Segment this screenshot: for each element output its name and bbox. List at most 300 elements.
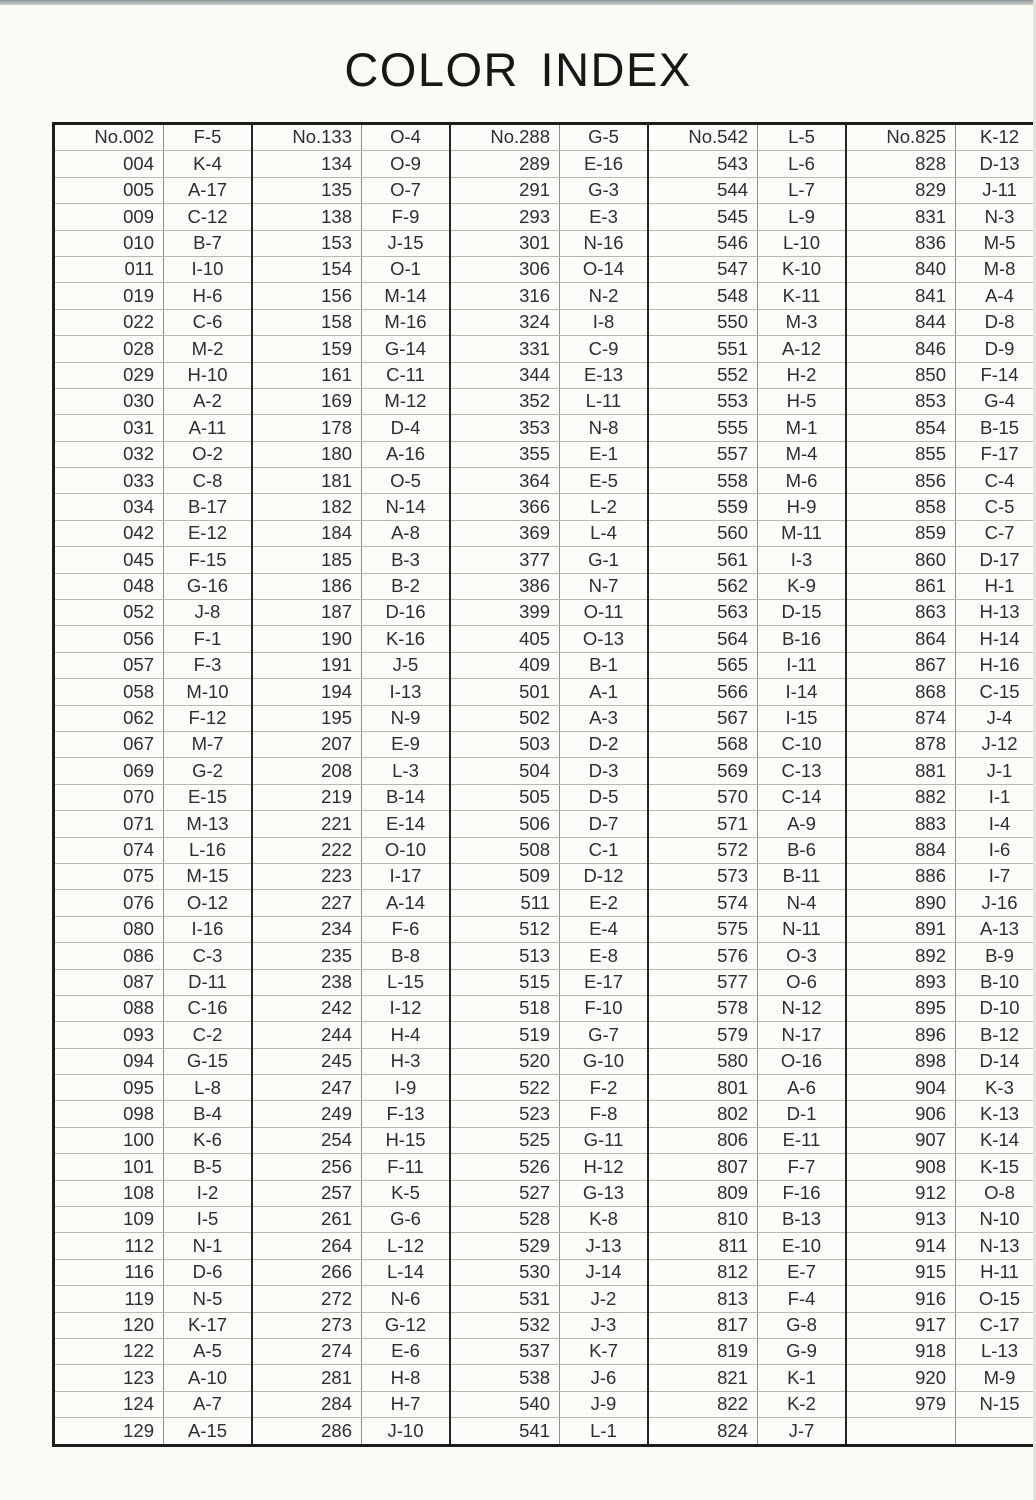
color-code-cell: B-4 <box>164 1101 253 1127</box>
color-number-cell: 562 <box>648 573 758 599</box>
table-row <box>54 283 1036 309</box>
table-row <box>54 1312 1036 1338</box>
color-number-cell: 254 <box>252 1127 362 1153</box>
color-code-cell: N-16 <box>560 230 649 256</box>
color-code-cell: E-8 <box>560 943 649 969</box>
color-number-cell: 541 <box>450 1418 560 1445</box>
color-code-cell: A-12 <box>758 336 847 362</box>
color-code-cell: L-3 <box>362 758 451 784</box>
color-number-cell: 874 <box>846 705 956 731</box>
color-code-cell: C-15 <box>956 679 1036 705</box>
table-row <box>54 1075 1036 1101</box>
color-code-cell: J-13 <box>560 1233 649 1259</box>
color-number-cell: 352 <box>450 388 560 414</box>
color-code-cell: J-12 <box>956 731 1036 757</box>
color-number-cell: 208 <box>252 758 362 784</box>
table-row <box>54 124 1036 151</box>
color-code-cell: J-16 <box>956 890 1036 916</box>
color-number-cell: 841 <box>846 283 956 309</box>
color-code-cell: J-11 <box>956 177 1036 203</box>
color-code-cell: B-14 <box>362 784 451 810</box>
table-row <box>54 758 1036 784</box>
table-row <box>54 784 1036 810</box>
color-code-cell: F-8 <box>560 1101 649 1127</box>
color-code-cell: F-5 <box>164 124 253 151</box>
color-code-cell <box>956 1418 1036 1445</box>
color-number-cell: 076 <box>54 890 164 916</box>
color-code-cell: I-3 <box>758 547 847 573</box>
color-code-cell: B-10 <box>956 969 1036 995</box>
color-code-cell: E-14 <box>362 811 451 837</box>
color-number-cell: 812 <box>648 1259 758 1285</box>
color-code-cell: K-12 <box>956 124 1036 151</box>
color-code-cell: C-6 <box>164 309 253 335</box>
color-code-cell: B-16 <box>758 626 847 652</box>
color-code-cell: A-8 <box>362 520 451 546</box>
color-code-cell: A-16 <box>362 441 451 467</box>
color-number-cell: 915 <box>846 1259 956 1285</box>
color-number-cell: 831 <box>846 204 956 230</box>
color-code-cell: E-3 <box>560 204 649 230</box>
color-code-cell: E-16 <box>560 151 649 177</box>
table-row <box>54 573 1036 599</box>
color-number-cell: 257 <box>252 1180 362 1206</box>
color-number-cell: 898 <box>846 1048 956 1074</box>
color-code-cell: C-7 <box>956 520 1036 546</box>
table-row <box>54 177 1036 203</box>
color-code-cell: H-13 <box>956 600 1036 626</box>
table-row <box>54 1101 1036 1127</box>
table-row <box>54 916 1036 942</box>
color-code-cell: A-2 <box>164 388 253 414</box>
color-number-cell: 221 <box>252 811 362 837</box>
color-number-cell: 844 <box>846 309 956 335</box>
table-row <box>54 336 1036 362</box>
color-number-cell: 538 <box>450 1365 560 1391</box>
color-code-cell: I-2 <box>164 1180 253 1206</box>
color-number-cell: 116 <box>54 1259 164 1285</box>
color-number-cell: 057 <box>54 652 164 678</box>
color-code-cell: A-13 <box>956 916 1036 942</box>
color-number-cell: 274 <box>252 1338 362 1364</box>
color-code-cell: A-9 <box>758 811 847 837</box>
color-code-cell: G-1 <box>560 547 649 573</box>
color-code-cell: D-5 <box>560 784 649 810</box>
color-code-cell: M-14 <box>362 283 451 309</box>
color-code-cell: F-12 <box>164 705 253 731</box>
color-number-cell: 519 <box>450 1022 560 1048</box>
color-code-cell: J-5 <box>362 652 451 678</box>
color-number-cell: 886 <box>846 863 956 889</box>
color-code-cell: G-12 <box>362 1312 451 1338</box>
color-code-cell: O-4 <box>362 124 451 151</box>
color-number-cell: 234 <box>252 916 362 942</box>
color-code-cell: D-6 <box>164 1259 253 1285</box>
color-code-cell: G-8 <box>758 1312 847 1338</box>
color-code-cell: F-10 <box>560 995 649 1021</box>
color-code-cell: O-1 <box>362 256 451 282</box>
color-number-cell: 551 <box>648 336 758 362</box>
color-number-cell: 573 <box>648 863 758 889</box>
color-number-cell: 042 <box>54 520 164 546</box>
color-code-cell: N-17 <box>758 1022 847 1048</box>
color-number-cell: 810 <box>648 1207 758 1233</box>
color-code-cell: B-9 <box>956 943 1036 969</box>
color-number-cell: 074 <box>54 837 164 863</box>
color-code-cell: D-12 <box>560 863 649 889</box>
color-number-cell: 029 <box>54 362 164 388</box>
color-code-cell: C-16 <box>164 995 253 1021</box>
color-code-cell: G-3 <box>560 177 649 203</box>
color-code-cell: E-7 <box>758 1259 847 1285</box>
color-code-cell: M-10 <box>164 679 253 705</box>
color-code-cell: B-2 <box>362 573 451 599</box>
color-number-cell: 913 <box>846 1207 956 1233</box>
color-number-cell: 567 <box>648 705 758 731</box>
color-number-cell: 129 <box>54 1418 164 1445</box>
color-code-cell: A-7 <box>164 1391 253 1417</box>
color-code-cell: A-6 <box>758 1075 847 1101</box>
color-code-cell: K-15 <box>956 1154 1036 1180</box>
color-code-cell: N-6 <box>362 1286 451 1312</box>
table-row <box>54 626 1036 652</box>
table-row <box>54 1259 1036 1285</box>
color-code-cell: G-13 <box>560 1180 649 1206</box>
color-number-cell: 547 <box>648 256 758 282</box>
color-code-cell: B-11 <box>758 863 847 889</box>
color-number-cell: 907 <box>846 1127 956 1153</box>
color-number-cell: 369 <box>450 520 560 546</box>
color-code-cell: G-11 <box>560 1127 649 1153</box>
table-row <box>54 1127 1036 1153</box>
table-row <box>54 1207 1036 1233</box>
color-code-cell: N-11 <box>758 916 847 942</box>
color-code-cell: H-14 <box>956 626 1036 652</box>
color-number-cell: 153 <box>252 230 362 256</box>
color-number-cell: No.133 <box>252 124 362 151</box>
color-code-cell: K-9 <box>758 573 847 599</box>
color-number-cell: 829 <box>846 177 956 203</box>
color-code-cell: L-14 <box>362 1259 451 1285</box>
color-number-cell: 138 <box>252 204 362 230</box>
color-code-cell: B-12 <box>956 1022 1036 1048</box>
color-number-cell: 537 <box>450 1338 560 1364</box>
color-code-cell: M-3 <box>758 309 847 335</box>
color-number-cell: 501 <box>450 679 560 705</box>
color-number-cell: 555 <box>648 415 758 441</box>
color-code-cell: I-6 <box>956 837 1036 863</box>
color-code-cell: O-2 <box>164 441 253 467</box>
color-number-cell: 244 <box>252 1022 362 1048</box>
color-number-cell: 864 <box>846 626 956 652</box>
color-number-cell: 112 <box>54 1233 164 1259</box>
color-index-table-body <box>54 124 1036 1446</box>
color-number-cell: 242 <box>252 995 362 1021</box>
color-code-cell: I-8 <box>560 309 649 335</box>
color-number-cell: 860 <box>846 547 956 573</box>
color-code-cell: F-7 <box>758 1154 847 1180</box>
color-number-cell: 850 <box>846 362 956 388</box>
color-number-cell: No.002 <box>54 124 164 151</box>
color-number-cell: 004 <box>54 151 164 177</box>
color-number-cell: 195 <box>252 705 362 731</box>
color-number-cell: 579 <box>648 1022 758 1048</box>
color-number-cell: 509 <box>450 863 560 889</box>
color-code-cell: M-9 <box>956 1365 1036 1391</box>
color-number-cell: 544 <box>648 177 758 203</box>
color-code-cell: L-4 <box>560 520 649 546</box>
color-number-cell: 071 <box>54 811 164 837</box>
color-code-cell: A-1 <box>560 679 649 705</box>
color-code-cell: O-13 <box>560 626 649 652</box>
color-number-cell: 883 <box>846 811 956 837</box>
color-number-cell <box>846 1418 956 1445</box>
color-number-cell: 895 <box>846 995 956 1021</box>
color-number-cell: 558 <box>648 468 758 494</box>
color-number-cell: 284 <box>252 1391 362 1417</box>
table-row <box>54 705 1036 731</box>
table-row <box>54 837 1036 863</box>
table-row <box>54 863 1036 889</box>
color-number-cell: 578 <box>648 995 758 1021</box>
color-number-cell: 568 <box>648 731 758 757</box>
color-number-cell: 806 <box>648 1127 758 1153</box>
color-code-cell: E-17 <box>560 969 649 995</box>
color-code-cell: F-14 <box>956 362 1036 388</box>
color-number-cell: 316 <box>450 283 560 309</box>
table-row <box>54 1154 1036 1180</box>
color-number-cell: 101 <box>54 1154 164 1180</box>
color-number-cell: 912 <box>846 1180 956 1206</box>
color-code-cell: D-11 <box>164 969 253 995</box>
color-code-cell: L-2 <box>560 494 649 520</box>
color-code-cell: G-9 <box>758 1338 847 1364</box>
color-code-cell: L-6 <box>758 151 847 177</box>
color-number-cell: 515 <box>450 969 560 995</box>
color-number-cell: 891 <box>846 916 956 942</box>
color-number-cell: 344 <box>450 362 560 388</box>
color-number-cell: 159 <box>252 336 362 362</box>
color-number-cell: 855 <box>846 441 956 467</box>
color-code-cell: K-11 <box>758 283 847 309</box>
color-code-cell: B-13 <box>758 1207 847 1233</box>
color-number-cell: 553 <box>648 388 758 414</box>
color-code-cell: K-7 <box>560 1338 649 1364</box>
color-number-cell: 914 <box>846 1233 956 1259</box>
color-number-cell: 503 <box>450 731 560 757</box>
color-code-cell: C-11 <box>362 362 451 388</box>
color-number-cell: 858 <box>846 494 956 520</box>
color-number-cell: 120 <box>54 1312 164 1338</box>
color-code-cell: C-9 <box>560 336 649 362</box>
color-code-cell: N-13 <box>956 1233 1036 1259</box>
color-code-cell: E-12 <box>164 520 253 546</box>
color-number-cell: 906 <box>846 1101 956 1127</box>
color-number-cell: 293 <box>450 204 560 230</box>
color-number-cell: 067 <box>54 731 164 757</box>
color-number-cell: 194 <box>252 679 362 705</box>
color-code-cell: H-15 <box>362 1127 451 1153</box>
color-index-table <box>52 122 1036 1447</box>
color-number-cell: 034 <box>54 494 164 520</box>
color-number-cell: 893 <box>846 969 956 995</box>
color-number-cell: 355 <box>450 441 560 467</box>
table-row <box>54 415 1036 441</box>
color-code-cell: M-16 <box>362 309 451 335</box>
color-code-cell: N-14 <box>362 494 451 520</box>
color-number-cell: 022 <box>54 309 164 335</box>
color-number-cell: 979 <box>846 1391 956 1417</box>
color-number-cell: 918 <box>846 1338 956 1364</box>
color-number-cell: 223 <box>252 863 362 889</box>
color-number-cell: 511 <box>450 890 560 916</box>
color-code-cell: A-3 <box>560 705 649 731</box>
color-number-cell: 853 <box>846 388 956 414</box>
scan-edge-top <box>0 0 1036 5</box>
table-row <box>54 731 1036 757</box>
table-row <box>54 362 1036 388</box>
color-code-cell: G-15 <box>164 1048 253 1074</box>
color-code-cell: G-6 <box>362 1207 451 1233</box>
color-code-cell: B-7 <box>164 230 253 256</box>
table-row <box>54 494 1036 520</box>
color-number-cell: 577 <box>648 969 758 995</box>
table-row <box>54 151 1036 177</box>
color-number-cell: 809 <box>648 1180 758 1206</box>
color-code-cell: O-16 <box>758 1048 847 1074</box>
color-number-cell: 543 <box>648 151 758 177</box>
color-code-cell: M-12 <box>362 388 451 414</box>
table-row <box>54 1022 1036 1048</box>
color-code-cell: K-4 <box>164 151 253 177</box>
color-code-cell: H-6 <box>164 283 253 309</box>
color-code-cell: F-6 <box>362 916 451 942</box>
color-number-cell: 033 <box>54 468 164 494</box>
color-number-cell: 540 <box>450 1391 560 1417</box>
table-row <box>54 1365 1036 1391</box>
color-code-cell: I-12 <box>362 995 451 1021</box>
color-number-cell: 532 <box>450 1312 560 1338</box>
color-code-cell: H-8 <box>362 1365 451 1391</box>
color-code-cell: N-9 <box>362 705 451 731</box>
color-code-cell: J-7 <box>758 1418 847 1445</box>
color-code-cell: F-16 <box>758 1180 847 1206</box>
color-number-cell: 261 <box>252 1207 362 1233</box>
color-number-cell: 523 <box>450 1101 560 1127</box>
color-code-cell: L-1 <box>560 1418 649 1445</box>
color-number-cell: 824 <box>648 1418 758 1445</box>
color-code-cell: M-2 <box>164 336 253 362</box>
color-code-cell: M-15 <box>164 863 253 889</box>
color-code-cell: J-9 <box>560 1391 649 1417</box>
color-code-cell: H-11 <box>956 1259 1036 1285</box>
color-number-cell: 917 <box>846 1312 956 1338</box>
color-code-cell: C-8 <box>164 468 253 494</box>
color-number-cell: 134 <box>252 151 362 177</box>
color-number-cell: 505 <box>450 784 560 810</box>
color-number-cell: 526 <box>450 1154 560 1180</box>
table-row <box>54 1391 1036 1417</box>
color-code-cell: J-14 <box>560 1259 649 1285</box>
color-code-cell: O-3 <box>758 943 847 969</box>
color-code-cell: I-13 <box>362 679 451 705</box>
color-code-cell: C-4 <box>956 468 1036 494</box>
color-code-cell: J-1 <box>956 758 1036 784</box>
color-number-cell: 249 <box>252 1101 362 1127</box>
color-number-cell: 563 <box>648 600 758 626</box>
color-code-cell: H-7 <box>362 1391 451 1417</box>
color-code-cell: N-10 <box>956 1207 1036 1233</box>
color-code-cell: B-5 <box>164 1154 253 1180</box>
color-code-cell: K-14 <box>956 1127 1036 1153</box>
color-number-cell: 119 <box>54 1286 164 1312</box>
color-number-cell: 182 <box>252 494 362 520</box>
color-number-cell: 813 <box>648 1286 758 1312</box>
color-number-cell: 238 <box>252 969 362 995</box>
color-code-cell: I-7 <box>956 863 1036 889</box>
color-code-cell: E-10 <box>758 1233 847 1259</box>
color-code-cell: F-13 <box>362 1101 451 1127</box>
color-code-cell: J-4 <box>956 705 1036 731</box>
color-number-cell: 264 <box>252 1233 362 1259</box>
color-number-cell: 840 <box>846 256 956 282</box>
color-code-cell: B-1 <box>560 652 649 678</box>
color-code-cell: C-3 <box>164 943 253 969</box>
color-code-cell: B-3 <box>362 547 451 573</box>
color-number-cell: 045 <box>54 547 164 573</box>
color-code-cell: J-10 <box>362 1418 451 1445</box>
color-number-cell: 574 <box>648 890 758 916</box>
table-row <box>54 943 1036 969</box>
color-code-cell: H-3 <box>362 1048 451 1074</box>
color-number-cell: 070 <box>54 784 164 810</box>
color-code-cell: I-10 <box>164 256 253 282</box>
color-code-cell: F-2 <box>560 1075 649 1101</box>
table-row <box>54 995 1036 1021</box>
color-code-cell: D-10 <box>956 995 1036 1021</box>
color-number-cell: 846 <box>846 336 956 362</box>
color-number-cell: 817 <box>648 1312 758 1338</box>
color-code-cell: F-9 <box>362 204 451 230</box>
color-code-cell: E-6 <box>362 1338 451 1364</box>
color-number-cell: 580 <box>648 1048 758 1074</box>
color-code-cell: F-17 <box>956 441 1036 467</box>
color-number-cell: 291 <box>450 177 560 203</box>
color-number-cell: 528 <box>450 1207 560 1233</box>
color-code-cell: E-2 <box>560 890 649 916</box>
color-code-cell: J-2 <box>560 1286 649 1312</box>
color-number-cell: 520 <box>450 1048 560 1074</box>
color-number-cell: 256 <box>252 1154 362 1180</box>
color-code-cell: N-4 <box>758 890 847 916</box>
color-number-cell: 353 <box>450 415 560 441</box>
color-number-cell: No.288 <box>450 124 560 151</box>
color-number-cell: 227 <box>252 890 362 916</box>
color-number-cell: 266 <box>252 1259 362 1285</box>
color-code-cell: N-3 <box>956 204 1036 230</box>
color-number-cell: 564 <box>648 626 758 652</box>
color-code-cell: A-17 <box>164 177 253 203</box>
color-number-cell: 570 <box>648 784 758 810</box>
color-number-cell: 506 <box>450 811 560 837</box>
color-number-cell: 557 <box>648 441 758 467</box>
color-number-cell: 301 <box>450 230 560 256</box>
color-code-cell: K-16 <box>362 626 451 652</box>
color-code-cell: A-4 <box>956 283 1036 309</box>
color-number-cell: 135 <box>252 177 362 203</box>
color-number-cell: 399 <box>450 600 560 626</box>
color-number-cell: 882 <box>846 784 956 810</box>
